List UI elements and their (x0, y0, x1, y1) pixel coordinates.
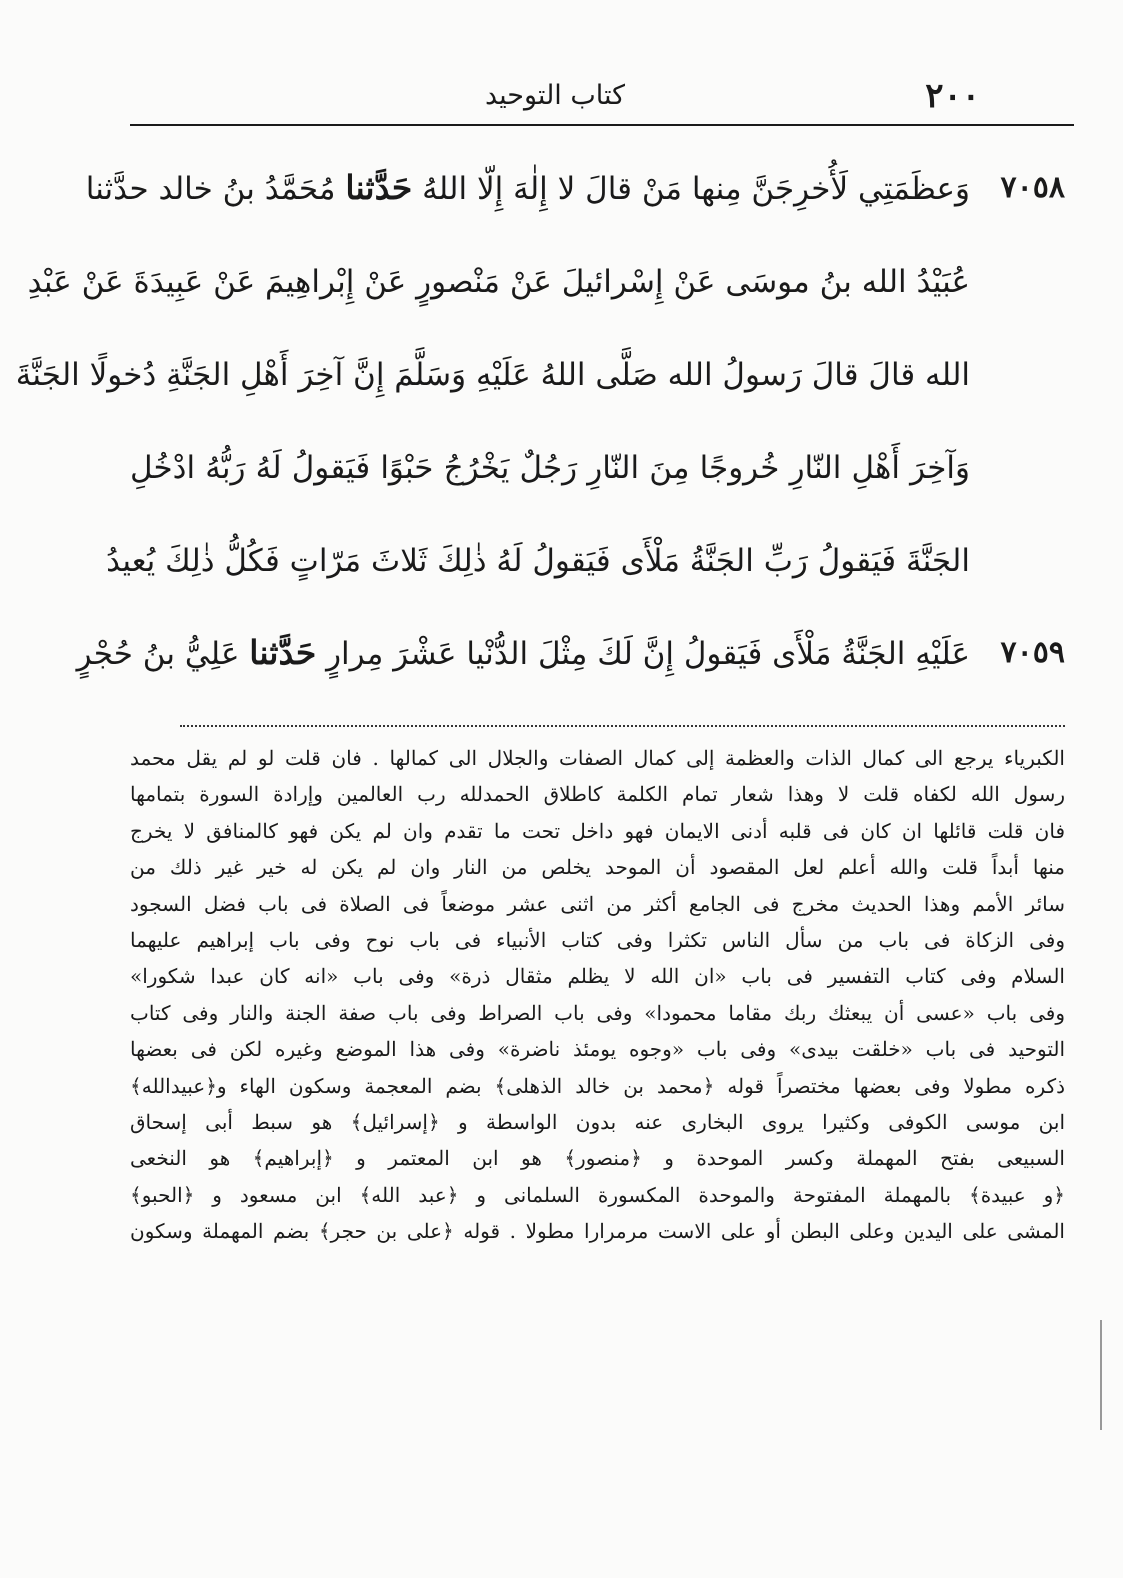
commentary-line: منها أبداً قلت والله أعلم لعل المقصود أن الموحد يخلص من النار وان لم يكن له خير غير ذلك من (130, 855, 1065, 880)
commentary-line: التوحيد فى باب «خلقت بيدى» وفى باب «وجوه يومئذ ناضرة» وفى هذا الموضع وغيره لكن فى بعضها (130, 1037, 1065, 1062)
main-text-segment: الجَنَّةَ فَيَقولُ رَبِّ الجَنَّةُ مَلْأَى فَيَقولُ لَهُ ذٰلِكَ ثَلاثَ مَرّاتٍ فَكُلُّ ذٰلِكَ يُعيدُ (106, 543, 970, 579)
page-number: ٢٠٠ (925, 76, 980, 116)
commentary-text (130, 740, 1065, 1249)
main-text-segment: عُبَيْدُ الله بنُ موسَى عَنْ إِسْرائيلَ عَنْ مَنْصورٍ عَنْ إِبْراهِيمَ عَنْ عَبِيدَةَ عَنْ عَبْدِ (27, 264, 970, 300)
commentary-line: فان قلت قائلها ان كان فى قلبه أدنى الايمان فهو داخل تحت ما تقدم وان لم يكن فهو كالمنافق لا يخرج (130, 818, 1065, 843)
main-text-line (15, 328, 1065, 421)
hadith-number: ٧٠٥٨ (1000, 170, 1065, 205)
hadith-number: ٧٠٥٩ (1000, 635, 1065, 670)
commentary-line: المشى على اليدين وعلى البطن أو على الاست مرمرارا مطولا . قوله ﴿على بن حجر﴾ بضم المهملة وسكون (130, 1219, 1065, 1244)
main-text-segment: الله قالَ قالَ رَسولُ الله صَلَّى اللهُ عَلَيْهِ وَسَلَّمَ إِنَّ آخِرَ أَهْلِ الجَنَّةِ دُخولًا الجَنَّةَ (15, 357, 970, 393)
main-text-segment: عَلِيُّ بنُ حُجْرٍ (76, 636, 250, 672)
main-text-line (106, 514, 1065, 607)
commentary-line: ذكره مطولا وفى بعضها مختصراً قوله ﴿محمد بن خالد الذهلى﴾ بضم المعجمة وسكون الهاء و﴿عبيدالله﴾ (130, 1073, 1065, 1098)
main-text-segment: مُحَمَّدُ بنُ خالد حدَّثنا (85, 171, 346, 207)
commentary-line: ابن موسى الكوفى وكثيرا يروى البخارى عنه بدون الواسطة و ﴿إسرائيل﴾ هو سبط أبى إسحاق (130, 1109, 1065, 1134)
commentary-line: السبيعى بفتح المهملة وكسر الموحدة و ﴿منصور﴾ هو ابن المعتمر و ﴿إبراهيم﴾ هو النخعى (130, 1146, 1065, 1171)
main-text-line (130, 421, 1065, 514)
commentary-line: الكبرياء يرجع الى كمال الذات والعظمة إلى كمال الصفات والجلال الى كمالها . فان قلت لو لم يقل محمد (130, 746, 1065, 770)
commentary-line: السلام وفى كتاب التفسير فى باب «ان الله لا يظلم مثقال ذرة» وفى باب «انه كان عبدا شكورا» (130, 964, 1065, 989)
commentary-separator (180, 725, 1065, 727)
commentary-line: سائر الأمم وهذا الحديث مخرج فى الجامع أكثر من اثنى عشر موضعاً فى الصلاة فى باب فضل السجود (130, 891, 1065, 916)
page-header (130, 72, 980, 120)
haddathana-marker: حَدَّثنا (249, 633, 317, 672)
main-text-line (85, 142, 1065, 235)
scan-margin-mark (1100, 1320, 1102, 1430)
main-text-segment: عَلَيْهِ الجَنَّةُ مَلْأَى فَيَقولُ إِنَّ لَكَ مِثْلَ الدُّنْيا عَشْرَ مِرارٍ (316, 636, 970, 672)
commentary-line: وفى باب «عسى أن يبعثك ربك مقاما محمودا» وفى باب الصراط وفى باب صفة الجنة والنار وفى كتاب (130, 1000, 1065, 1025)
main-text-line (76, 607, 1065, 700)
running-title: كتاب التوحيد (484, 80, 626, 111)
header-rule (130, 124, 1074, 126)
commentary-line: ﴿و عبيدة﴾ بالمهملة المفتوحة والموحدة المكسورة السلمانى و ﴿عبد الله﴾ ابن مسعود و ﴿الحبو﴾ (130, 1182, 1065, 1207)
main-text-segment: وَعظَمَتِي لَأُخرِجَنَّ مِنها مَنْ قالَ لا إِلٰهَ إِلّا اللهُ (412, 171, 970, 207)
main-text-line (27, 235, 1065, 328)
commentary-line: وفى الزكاة فى باب من سأل الناس تكثرا وفى كتاب الأنبياء فى باب نوح وفى باب إبراهيم عليهما (130, 927, 1065, 952)
haddathana-marker: حَدَّثنا (345, 168, 413, 207)
commentary-line: رسول الله لكفاه قلت لا وهذا شعار تمام الكلمة كاطلاق الحمدلله رب العالمين وإرادة السورة بتمامها (130, 782, 1065, 807)
main-text-segment: وَآخِرَ أَهْلِ النّارِ خُروجًا مِنَ النّارِ رَجُلٌ يَخْرُجُ حَبْوًا فَيَقولُ لَهُ رَبُّهُ ادْخُلِ (130, 450, 970, 486)
hadith-main-text (15, 142, 1065, 700)
